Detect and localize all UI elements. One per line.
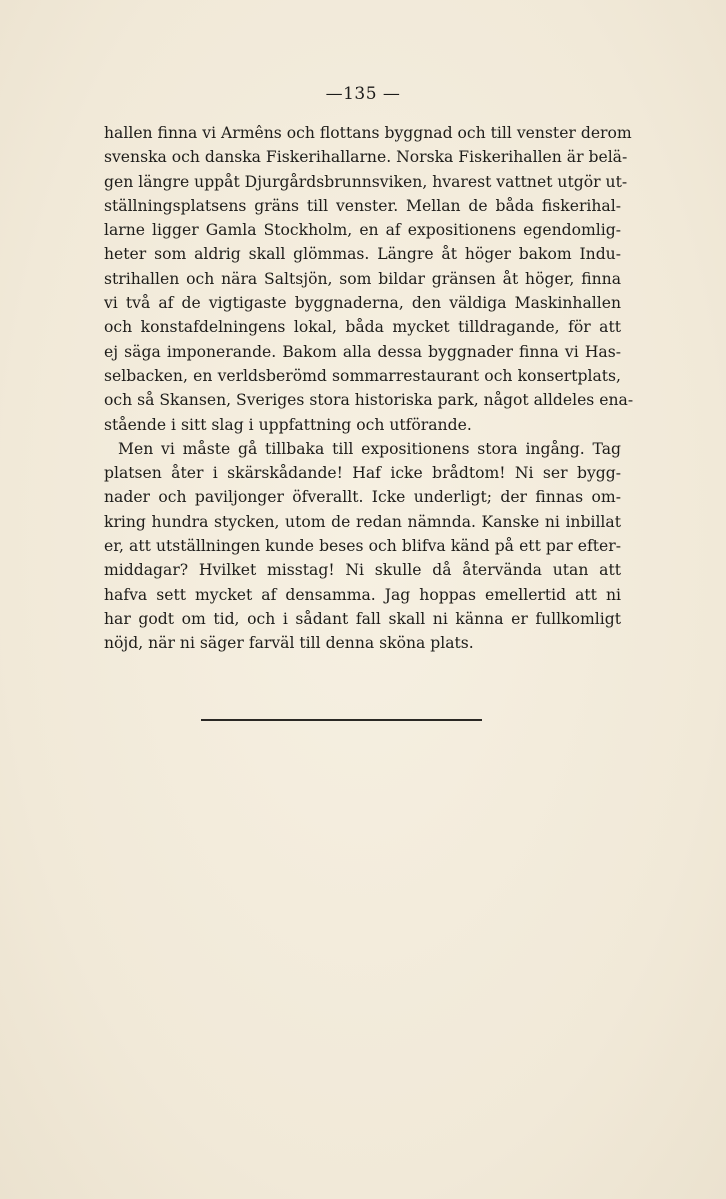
text-line: er, att utställningen kunde beses och blifva känd på ett par efter- bbox=[104, 537, 621, 556]
text-line: ställningsplatsens gräns till venster. Mellan de båda fiskerihal- bbox=[104, 196, 621, 215]
text-line: selbacken, en verldsberömd sommarrestaurant och konsertplats, bbox=[104, 366, 621, 385]
text-line: svenska och danska Fiskerihallarne. Norska Fiskerihallen är belä- bbox=[104, 148, 628, 167]
text-line: ej säga imponerande. Bakom alla dessa byggnader finna vi Has- bbox=[104, 342, 621, 361]
paragraph-2 bbox=[104, 437, 621, 656]
text-line: stående i sitt slag i uppfattning och utförande. bbox=[104, 415, 472, 434]
text-line: platsen åter i skärskådande! Haf icke brådtom! Ni ser bygg- bbox=[104, 464, 621, 483]
body-text bbox=[104, 121, 634, 656]
text-line: larne ligger Gamla Stockholm, en af expositionens egendomlig- bbox=[104, 221, 621, 240]
text-line: vi två af de vigtigaste byggnaderna, den väldiga Maskinhallen bbox=[104, 294, 621, 313]
text-line: kring hundra stycken, utom de redan nämnda. Kanske ni inbillat bbox=[104, 512, 621, 531]
text-line: gen längre uppåt Djurgårdsbrunnsviken, hvarest vattnet utgör ut- bbox=[104, 172, 628, 191]
text-line: nöjd, när ni säger farväl till denna sköna plats. bbox=[104, 634, 474, 653]
text-line: har godt om tid, och i sådant fall skall ni känna er fullkomligt bbox=[104, 609, 621, 628]
text-line: heter som aldrig skall glömmas. Längre åt höger bakom Indu- bbox=[104, 245, 621, 264]
text-line: middagar? Hvilket misstag! Ni skulle då återvända utan att bbox=[104, 561, 621, 580]
text-line: nader och paviljonger öfverallt. Icke underligt; der finnas om- bbox=[104, 488, 621, 507]
text-line: Men vi måste gå tillbaka till expositionens stora ingång. Tag bbox=[118, 439, 621, 458]
text-line: och konstafdelningens lokal, båda mycket tilldragande, för att bbox=[104, 318, 621, 337]
page-number: —135 — bbox=[325, 84, 401, 104]
text-line: strihallen och nära Saltsjön, som bildar gränsen åt höger, finna bbox=[104, 269, 621, 288]
end-rule bbox=[201, 719, 482, 721]
text-line: och så Skansen, Sveriges stora historiska park, något alldeles ena- bbox=[104, 391, 634, 410]
text-line: hallen finna vi Armêns och flottans byggnad och till venster derom bbox=[104, 124, 632, 142]
paragraph-1 bbox=[104, 121, 634, 437]
text-line: hafva sett mycket af densamma. Jag hoppas emellertid att ni bbox=[104, 585, 621, 604]
